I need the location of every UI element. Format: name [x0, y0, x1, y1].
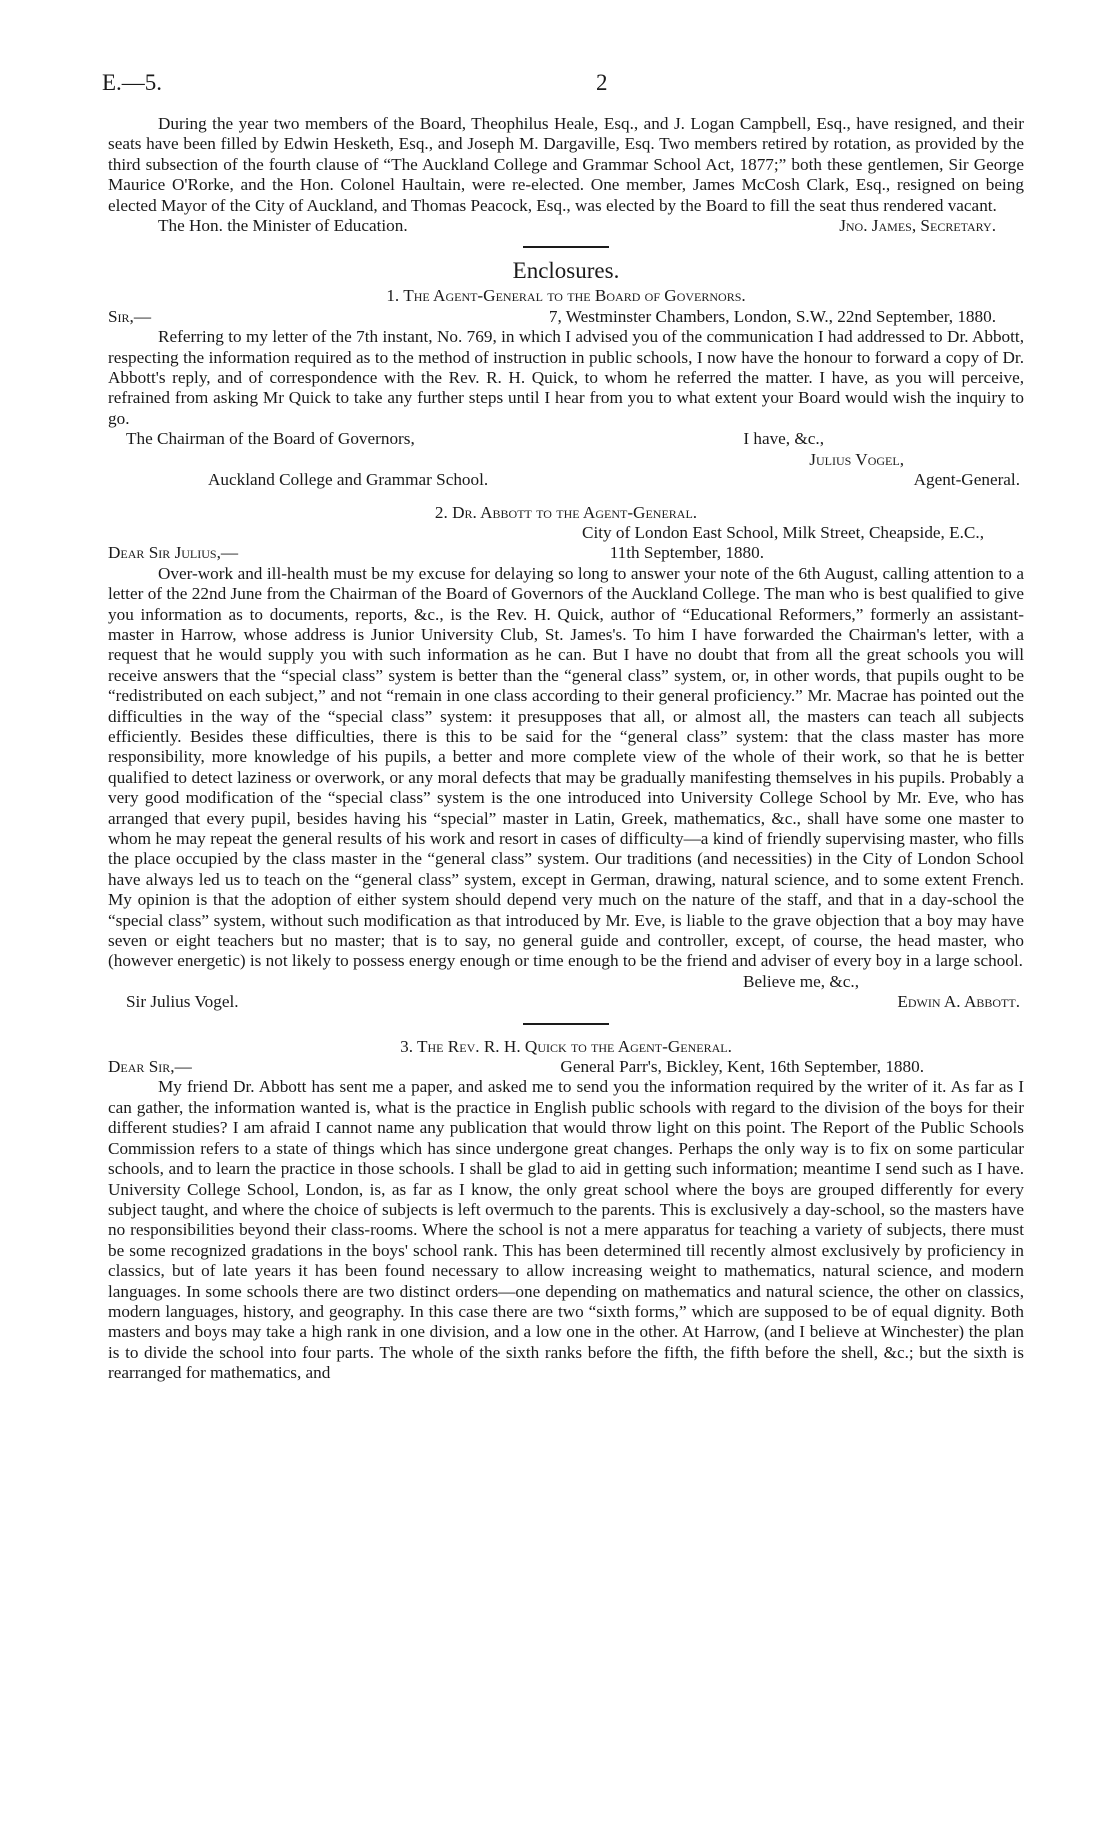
letter1-signer-row: [108, 450, 1024, 470]
page-body: [108, 114, 1024, 1384]
letter2-closing-row: [108, 972, 1024, 992]
letter1-signer-title: Agent-General.: [913, 470, 1020, 490]
page-header: [102, 70, 1024, 100]
section-divider: [523, 246, 609, 248]
letter1-heading: 1. The Agent-General to the Board of Governors.: [386, 286, 746, 306]
enclosures-title: Enclosures.: [512, 258, 620, 284]
letter1-closing: I have, &c.,: [743, 429, 824, 449]
letter3-salutation-row: [108, 1057, 1024, 1077]
letter1-recipient-line1: The Chairman of the Board of Governors,: [126, 429, 415, 449]
letter3-body: My friend Dr. Abbott has sent me a paper, and asked me to send you the information required by the writer of it. As far as I can gather, the information wanted is, what is the practice in English public schools with regard to the division of the boys for their different studies? I am afraid I cannot name any publication that would throw light on this point. The Report of the Public Schools Commission refers to a state of things which has since undergone great changes. Perhaps the only way is to fix on some particular schools, and to learn the practice in those schools. I shall be glad to aid in getting such information; meantime I send such as I have. University College School, London, is, as far as I know, the only great school where the boys are grouped differently for every subject taught, and where the choice of subjects is left overmuch to the parents. This is exclusively a day-school, so the masters have no responsibilities beyond their class-rooms. Where the school is not a mere apparatus for teaching a variety of subjects, there must be some recognized gradations in the boys' school rank. This has been determined till recently almost exclusively by proficiency in classics, but of late years it has been found necessary to allow increasing weight to mathematics, natural science, and modern languages. In some schools there are two distinct orders—one depending on mathematics and natural science, the other on classics, modern languages, history, and geography. In this case there are two “sixth forms,” which are supposed to be of equal dignity. Both masters and boys may take a high rank in one division, and a low one in the other. At Harrow, (and I believe at Winchester) the plan is to divide the school into four parts. The whole of the sixth ranks before the fifth, the fifth before the shell, &c.; but the sixth is rearranged for mathematics, and: [108, 1077, 1024, 1383]
letter2-signer: Edwin A. Abbott.: [897, 992, 1020, 1012]
letter3-heading: 3. The Rev. R. H. Quick to the Agent-General.: [400, 1036, 732, 1056]
letter1-salutation-row: [108, 307, 1024, 327]
letter1-signer-name: Julius Vogel,: [809, 449, 904, 469]
letter2-salutation-row: [108, 543, 1024, 563]
letter1-signer-title-row: [108, 470, 1024, 490]
letter2-salutation: Dear Sir Julius,—: [108, 543, 239, 563]
intro-addressee: The Hon. the Minister of Education.: [158, 216, 408, 236]
letter1-salutation: Sir,—: [108, 306, 152, 326]
letter2-address: City of London East School, Milk Street, Cheapside, E.C.,: [582, 522, 984, 542]
letter2-heading: 2. Dr. Abbott to the Agent-General.: [434, 502, 698, 522]
letter1-recipient-line2: Auckland College and Grammar School.: [208, 470, 489, 490]
letter2-body: Over-work and ill-health must be my excuse for delaying so long to answer your note of the 6th August, calling attention to a letter of the 22nd June from the Chairman of the Board of Governors of the Auckland College. The man who is best qualified to give you information as to documents, reports, &c., is the Rev. H. Quick, author of “Educational Reformers,” formerly an assistant-master in Harrow, whose address is Junior University Club, St. James's. To him I have forwarded the Chairman's letter, with a request that he would supply you with such information as he can. But I have no doubt that from all the great schools you will receive answers that the “special class” system is better than the “general class” system, or, in other words, that pupils ought to be “redistributed on each subject,” and not “remain in one class according to their general proficiency.” Mr. Macrae has pointed out the difficulties in the way of the “special class” system: it presupposes that all, or almost all, the masters can teach all subjects efficiently. Besides these difficulties, there is this to be said for the “general class” system: that the class master has more responsibility, more knowledge of his pupils, a better and more complete view of the whole of their work, so that he is better qualified to detect laziness or overwork, or any moral defects that may be gradually manifesting themselves in his pupils. Probably a very good modification of the “special class” system is the one introduced into University College School by Mr. Eve, who has arranged that every pupil, besides having his “special” master in Latin, Greek, mathematics, &c., shall have some one master to whom he may repeat the general results of his work and resort in cases of difficulty—a kind of friendly supervising master, who fills the place occupied by the class master in the “general class” system. Our traditions (and necessities) in the City of London School have always led us to teach on the “general class” system, except in German, drawing, natural science, and to some extent French. My opinion is that the adoption of either system should depend very much on the nature of the staff, and that in a day-school the “special class” system, without such modification as that introduced by Mr. Eve, is liable to the grave objection that a boy may have seven or eight teachers but no master; that is to say, no general guide and controller, except, of course, the head master, who (however energetic) is not likely to possess energy enough or time enough to be the friend and adviser of every boy in a large school.: [108, 563, 1024, 971]
intro-sign-row: [108, 216, 1024, 236]
letter2-closing: Believe me, &c.,: [743, 971, 859, 991]
letter2-recipient: Sir Julius Vogel.: [126, 992, 239, 1012]
letter3-address: General Parr's, Bickley, Kent, 16th September, 1880.: [560, 1057, 924, 1077]
page-number: 2: [596, 70, 608, 95]
letter1-address: 7, Westminster Chambers, London, S.W., 22nd September, 1880.: [548, 306, 996, 326]
letter3-salutation: Dear Sir,—: [108, 1057, 192, 1077]
letter2-address-row: [108, 523, 1024, 543]
letter2-date: 11th September, 1880.: [609, 543, 764, 563]
intro-signature: Jno. James, Secretary.: [839, 216, 996, 236]
letter2-signer-row: [108, 992, 1024, 1012]
document-reference: E.—5.: [102, 70, 163, 95]
section-divider-2: [523, 1023, 609, 1025]
letter1-closing-row: [108, 429, 1024, 449]
letter1-body: Referring to my letter of the 7th instant, No. 769, in which I advised you of the communication I had addressed to Dr. Abbott, respecting the information required as to the method of instruction in public schools, I now have the honour to forward a copy of Dr. Abbott's reply, and of correspondence with the Rev. R. H. Quick, to whom he referred the matter. I have, as you will perceive, refrained from asking Mr Quick to take any further steps until I hear from you to what extent your Board would wish the inquiry to go.: [108, 327, 1024, 428]
intro-paragraph: During the year two members of the Board, Theophilus Heale, Esq., and J. Logan Campbell, Esq., have resigned, and their seats have been filled by Edwin Hesketh, Esq., and Joseph M. Dargaville, Esq. Two members retired by rotation, as provided by the third subsection of the fourth clause of “The Auckland College and Grammar School Act, 1877;” both these gentlemen, Sir George Maurice O'Rorke, and the Hon. Colonel Haultain, were re-elected. One member, James McCosh Clark, Esq., resigned on being elected Mayor of the City of Auckland, and Thomas Peacock, Esq., was elected by the Board to fill the seat thus rendered vacant.: [108, 114, 1024, 215]
